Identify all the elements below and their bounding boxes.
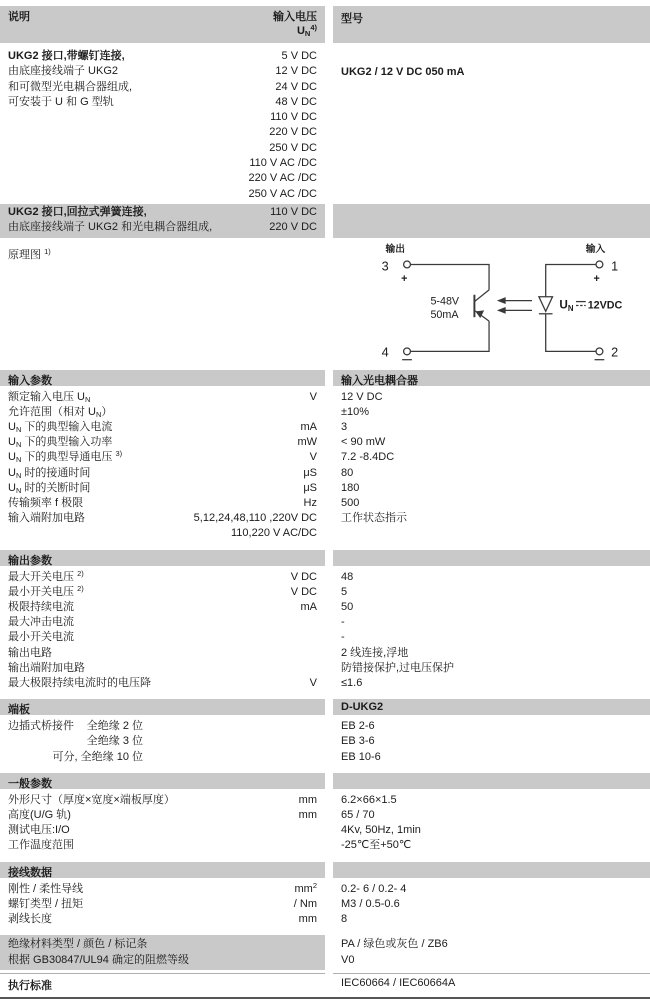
- param-mid-label: 可分, 全绝缘 10 位: [52, 750, 143, 763]
- param-unit: $mm^2$: [294, 880, 317, 895]
- param-row: [0, 600, 650, 615]
- param-row: [0, 793, 650, 808]
- param-row: [0, 615, 650, 630]
- section-title-bar: [0, 862, 325, 878]
- screw-voltage: 110 V DC: [270, 111, 317, 124]
- param-value: 48: [341, 570, 354, 583]
- standards-row: [0, 973, 650, 996]
- screw-description-line: [0, 187, 8, 202]
- parameter-sections: [0, 370, 650, 928]
- param-label: 最大冲击电流: [8, 616, 74, 629]
- param-left: [0, 646, 325, 661]
- section-title: 一般参数: [8, 777, 52, 790]
- header-model-label: 型号: [333, 6, 650, 43]
- param-row: [0, 511, 650, 526]
- insulation-property: 绝缘材料类型 / 颜色 / 标记条: [8, 938, 148, 951]
- param-label: 极限持续电流: [8, 601, 74, 613]
- screw-row: [0, 110, 325, 125]
- param-value: 80: [341, 466, 354, 479]
- param-unit: 5,12,24,48,110 ,220V DC: [193, 512, 317, 525]
- param-left: [0, 630, 325, 645]
- screw-voltage: 24 V DC: [275, 80, 317, 93]
- param-left: [0, 615, 325, 630]
- input-label: 输入: [585, 243, 606, 255]
- param-row: [0, 630, 650, 645]
- param-label: 输出电路: [8, 646, 52, 659]
- param-value: 防错接保护,过电压保护: [341, 661, 455, 674]
- param-unit: / Nm: [293, 897, 317, 910]
- screw-row: [0, 80, 325, 95]
- standards-label: 执行标准: [0, 973, 325, 996]
- param-value: 50: [341, 601, 354, 613]
- section-endplate: [0, 699, 650, 765]
- param-label: $U_N$ 时的接通时间: [8, 466, 91, 480]
- section-header: [0, 773, 650, 789]
- param-value: 7.2 -8.4DC: [341, 451, 395, 464]
- spring-voltage: 220 V DC: [269, 221, 317, 234]
- screw-voltage: 250 V AC /DC: [248, 187, 317, 200]
- insulation-value: PA / 绿色或灰色 / ZB6: [341, 938, 448, 951]
- screw-voltage: 110 V AC /DC: [249, 157, 317, 170]
- section-right-bar: [333, 862, 650, 878]
- param-row: [0, 661, 650, 676]
- param-value: 2 线连接,浮地: [341, 646, 409, 659]
- spring-description-line: 由底座接线端子 UKG2 和光电耦合器组成,: [8, 221, 213, 234]
- section-wiring: [0, 862, 650, 928]
- insulation-value: V0: [341, 953, 355, 966]
- param-row: [0, 435, 650, 450]
- standards-value: IEC60664 / IEC60664A: [333, 973, 650, 996]
- param-row: [0, 466, 650, 481]
- section-general: [0, 773, 650, 854]
- param-row: [0, 719, 650, 734]
- param-left: [0, 405, 325, 420]
- param-label: $U_N$ 时的关断时间: [8, 481, 91, 495]
- param-unit: V DC: [290, 585, 317, 598]
- param-unit: mW: [297, 436, 317, 449]
- param-value: 8: [341, 913, 348, 926]
- screw-description-line: 和可微型光电耦合器组成,: [8, 80, 133, 93]
- param-left: [0, 750, 325, 765]
- param-left: [0, 823, 325, 838]
- param-row: [0, 450, 650, 465]
- param-unit: mA: [300, 601, 317, 613]
- screw-right-column: [333, 49, 650, 202]
- screw-connection-block: [0, 49, 650, 202]
- param-row: [0, 570, 650, 585]
- section-right-bar: [333, 699, 650, 715]
- param-label: 外形尺寸（厚度×宽度×端板厚度）: [8, 793, 175, 806]
- section-title: 输出参数: [8, 554, 52, 567]
- param-unit: mA: [300, 420, 317, 433]
- param-label: 最小开关电压 $^{2)}$: [8, 583, 84, 598]
- param-left: [0, 526, 325, 541]
- param-unit: 110,220 V AC/DC: [230, 527, 317, 540]
- param-row: [0, 496, 650, 511]
- header-description-label: 说明: [8, 11, 30, 23]
- param-unit: mm: [298, 809, 317, 822]
- param-value: EB 2-6: [341, 720, 375, 733]
- param-row: [0, 676, 650, 691]
- param-row: [0, 526, 650, 541]
- section-title: 接线数据: [8, 866, 52, 879]
- spring-left-column: [0, 204, 325, 238]
- param-unit: V DC: [290, 570, 317, 583]
- param-left: [0, 676, 325, 691]
- section-title-bar: [0, 773, 325, 789]
- param-value: M3 / 0.5-0.6: [341, 897, 400, 910]
- output-rating-current: 50mA: [430, 308, 459, 321]
- screw-voltage: 220 V DC: [269, 126, 317, 139]
- param-unit: mm: [298, 793, 317, 806]
- param-row: [0, 405, 650, 420]
- insulation-right-column: [333, 935, 650, 970]
- spring-voltage: 110 V DC: [270, 205, 317, 218]
- param-left: [0, 466, 325, 481]
- screw-description-line: [0, 125, 8, 140]
- spring-right-column: [333, 204, 650, 238]
- param-value: -25℃至+50℃: [341, 839, 412, 852]
- spring-description-line: UKG2 接口,回拉式弹簧连接,: [8, 205, 147, 218]
- param-left: [0, 912, 325, 927]
- section-header: [0, 862, 650, 878]
- nominal-voltage-value: 12VDC: [587, 298, 623, 311]
- param-value: ±10%: [341, 405, 370, 418]
- param-row: [0, 838, 650, 853]
- section-output: [0, 550, 650, 692]
- section-input: [0, 370, 650, 542]
- param-label: 输出端附加电路: [8, 661, 85, 674]
- param-value: 12 V DC: [341, 390, 383, 403]
- insulation-property: 根据 GB30847/UL94 确定的阻燃等级: [8, 953, 189, 966]
- param-left: [0, 570, 325, 585]
- param-label: 螺钉类型 / 扭矩: [8, 897, 84, 910]
- param-label: $U_N$ 下的典型输入功率: [8, 436, 113, 450]
- param-unit: μS: [303, 466, 317, 479]
- screw-voltage: 5 V DC: [281, 50, 317, 62]
- spring-row: [0, 205, 325, 220]
- section-right-bar: [333, 773, 650, 789]
- param-left: [0, 450, 325, 465]
- screw-row: [0, 64, 325, 79]
- screw-row: [0, 49, 325, 64]
- param-row: [0, 882, 650, 897]
- screw-voltage: 12 V DC: [275, 65, 317, 78]
- param-row: [0, 808, 650, 823]
- param-left: [0, 882, 325, 897]
- param-row: [0, 585, 650, 600]
- section-right-bar: [333, 370, 650, 386]
- section-right-title: 输入光电耦合器: [341, 374, 418, 387]
- screw-description-line: UKG2 接口,带螺钉连接,: [8, 50, 125, 62]
- section-title-bar: [0, 699, 325, 715]
- param-label: 允许范围（相对 $U_N$）: [8, 405, 113, 419]
- section-header: [0, 370, 650, 386]
- screw-row: [0, 95, 325, 110]
- param-value: 3: [341, 420, 348, 433]
- param-left: [0, 838, 325, 853]
- screw-description-line: [0, 156, 8, 171]
- param-row: [0, 750, 650, 765]
- param-label: $U_N$ 下的典型导通电压 $^{3)}$: [8, 449, 123, 465]
- param-label: 工作温度范围: [8, 839, 74, 852]
- param-label: 边插式桥接件: [8, 720, 74, 733]
- param-left: [0, 420, 325, 435]
- param-left: [0, 661, 325, 676]
- param-mid-label: 全绝缘 3 位: [86, 735, 143, 748]
- param-unit: Hz: [303, 496, 317, 509]
- insulation-left-column: [0, 935, 325, 970]
- param-left: [0, 808, 325, 823]
- param-value: 工作状态指示: [341, 512, 407, 525]
- param-left: [0, 734, 325, 749]
- section-right-bar: [333, 550, 650, 566]
- param-value: [333, 526, 650, 541]
- param-unit: V: [309, 677, 317, 690]
- param-label: 刚性 / 柔性导线: [8, 882, 84, 895]
- param-left: [0, 496, 325, 511]
- screw-voltage: 250 V DC: [269, 141, 317, 154]
- screw-description-line: [0, 171, 8, 186]
- screw-row: [0, 156, 325, 171]
- model-number: UKG2 / 12 V DC 050 mA: [341, 66, 465, 78]
- param-left: [0, 390, 325, 405]
- param-value: < 90 mW: [341, 436, 386, 449]
- pin1-label: 1: [611, 258, 619, 273]
- output-label: 输出: [385, 243, 406, 255]
- param-row: [0, 481, 650, 496]
- output-rating-voltage: 5-48V: [430, 295, 460, 308]
- screw-voltage: 220 V AC /DC: [248, 172, 317, 185]
- param-value: 65 / 70: [341, 809, 375, 822]
- param-row: [0, 420, 650, 435]
- param-value: 6.2×66×1.5: [341, 793, 397, 806]
- param-left: [0, 511, 325, 526]
- screw-voltage: 48 V DC: [275, 95, 317, 108]
- section-header: [0, 550, 650, 566]
- param-label: 测试电压:I/O: [8, 824, 70, 837]
- screw-description-line: [0, 141, 8, 156]
- param-left: [0, 600, 325, 615]
- schematic-drawing: [333, 242, 650, 368]
- param-value: -: [341, 631, 345, 644]
- param-row: [0, 734, 650, 749]
- param-label: 最大极限持续电流时的电压降: [8, 677, 151, 690]
- schematic-block: [0, 242, 650, 368]
- param-value: 5: [341, 585, 348, 598]
- param-row: [0, 897, 650, 912]
- param-label: 最小开关电流: [8, 631, 74, 644]
- param-left: [0, 585, 325, 600]
- pin1-plus: +: [593, 272, 600, 285]
- param-row: [0, 912, 650, 927]
- param-left: [0, 793, 325, 808]
- schematic-caption: 原理图 $^{1)}$: [8, 246, 51, 261]
- param-unit: V: [309, 451, 317, 464]
- section-title: 端板: [8, 704, 30, 717]
- param-left: [0, 897, 325, 912]
- screw-description-line: 由底座接线端子 UKG2: [8, 65, 119, 78]
- section-header: [0, 699, 650, 715]
- nominal-voltage-symbol: $U_N$: [559, 297, 574, 313]
- param-mid-label: 全绝缘 2 位: [86, 720, 143, 733]
- param-unit: V: [309, 390, 317, 403]
- pin4-label: 4: [381, 344, 389, 359]
- header-left-cell: [0, 6, 325, 43]
- param-row: [0, 823, 650, 838]
- param-unit: μS: [303, 481, 317, 494]
- section-title-bar: [0, 370, 325, 386]
- param-label: 最大开关电压 $^{2)}$: [8, 568, 84, 583]
- param-left: [0, 719, 325, 734]
- screw-row: [0, 187, 325, 202]
- param-left: [0, 435, 325, 450]
- screw-row: [0, 125, 325, 140]
- spring-connection-block: [0, 204, 650, 238]
- param-left: [0, 481, 325, 496]
- param-value: EB 10-6: [341, 750, 381, 763]
- pin3-plus: +: [401, 272, 408, 285]
- screw-row: [0, 171, 325, 186]
- screw-description-line: [0, 110, 8, 125]
- param-label: 额定输入电压 $U_N$: [8, 390, 91, 404]
- screw-description-line: 可安装于 U 和 G 型轨: [8, 95, 114, 108]
- param-value: 180: [341, 481, 360, 494]
- insulation-block: [0, 935, 650, 970]
- section-title-bar: [0, 550, 325, 566]
- param-value: 4Kv, 50Hz, 1min: [341, 824, 421, 837]
- param-label: $U_N$ 下的典型输入电流: [8, 420, 113, 434]
- screw-left-column: [0, 49, 325, 202]
- circuit-diagram-icon: [333, 242, 650, 368]
- section-title: 输入参数: [8, 374, 52, 387]
- param-value: EB 3-6: [341, 735, 375, 748]
- screw-row: [0, 141, 325, 156]
- spring-row: [0, 220, 325, 235]
- section-right-title: D-UKG2: [341, 701, 384, 714]
- param-label: 传输频率 f 极限: [8, 496, 84, 509]
- param-row: [0, 646, 650, 661]
- param-row: [0, 390, 650, 405]
- param-value: ≤1.6: [341, 677, 363, 690]
- column-header-band: [0, 6, 650, 43]
- param-label: 剥线长度: [8, 913, 52, 926]
- pin2-label: 2: [611, 344, 619, 359]
- param-label: 高度(U/G 轨): [8, 809, 71, 822]
- param-value: 500: [341, 496, 360, 509]
- pin3-label: 3: [381, 258, 389, 273]
- param-label: 输入端附加电路: [8, 512, 85, 525]
- header-input-voltage-label: 输入电压 $U_N^{4)}$: [273, 11, 317, 38]
- param-value: -: [341, 616, 345, 629]
- param-unit: mm: [298, 913, 317, 926]
- param-value: 0.2- 6 / 0.2- 4: [341, 882, 407, 895]
